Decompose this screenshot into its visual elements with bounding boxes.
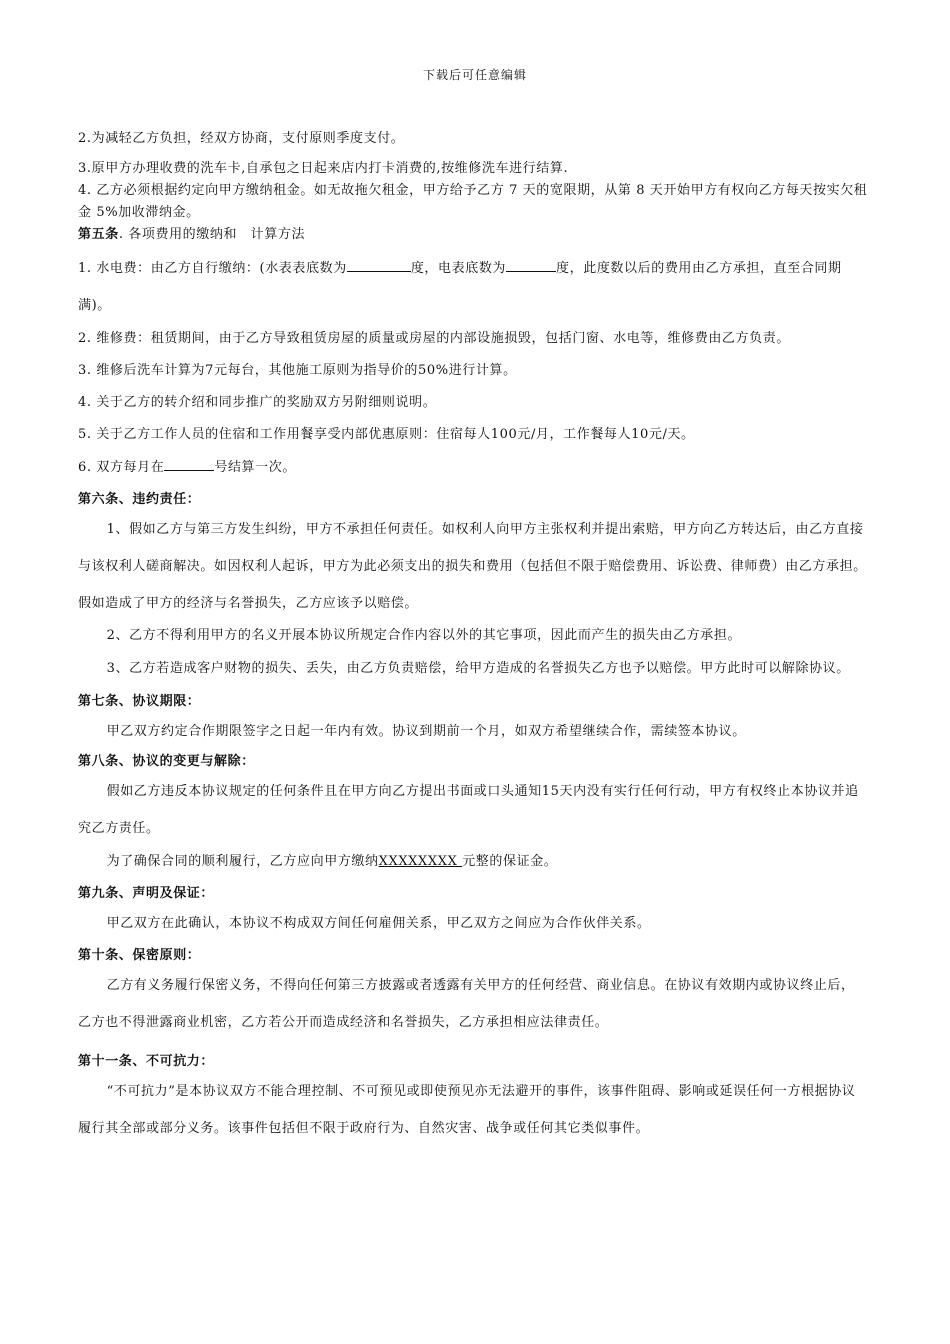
article-10-para-1: 乙方有义务履行保密义务，不得向任何第三方披露或者透露有关甲方的任何经营、商业信息。在协议有效期内或协议终止后，乙方也不得泄露商业机密，乙方若公开而造成经济和名誉损失，乙方承担相应法律责任。 bbox=[78, 978, 855, 1030]
clause-item-4: 4. 乙方必须根据约定向甲方缴纳租金。如无故拖欠租金，甲方给予乙方 7 天的宽限期，从第 8 天开始甲方有权向乙方每天按实欠租金 5%加收滞纳金。 bbox=[78, 183, 868, 220]
article-5-item-1-text-a: 1. 水电费：由乙方自行缴纳：(水表表底数为 bbox=[78, 261, 347, 276]
article-8-heading: 第八条、协议的变更与解除： bbox=[78, 754, 255, 769]
article-10-heading: 第十条、保密原则： bbox=[78, 948, 201, 963]
article-5-item-4: 4. 关于乙方的转介绍和同步推广的奖励双方另附细则说明。 bbox=[78, 395, 437, 410]
article-7-heading: 第七条、协议期限： bbox=[78, 694, 201, 709]
article-5-number: 第五条 bbox=[78, 227, 119, 242]
article-6-item-1: 1、假如乙方与第三方发生纠纷，甲方不承担任何责任。如权利人向甲方主张权利并提出索赔，甲方向乙方转达后，由乙方直接与该权利人磋商解决。如因权利人起诉，甲方为此必须支出的损失和费用（包括但不限于赔偿费用、诉讼费、律师费）由乙方承担。假如造成了甲方的经济与名誉损失，乙方应该予以赔偿。 bbox=[78, 522, 867, 611]
article-5-item-5: 5. 关于乙方工作人员的住宿和工作用餐享受内部优惠原则：住宿每人100元/月，工作餐每人10元/天。 bbox=[78, 427, 695, 442]
settlement-day-blank bbox=[164, 456, 214, 471]
article-8-para-2-text-a: 为了确保合同的顺利履行，乙方应向甲方缴纳 bbox=[106, 854, 379, 869]
article-5-item-3: 3. 维修后洗车计算为7元每台，其他施工原则为指导价的50%进行计算。 bbox=[78, 363, 517, 378]
article-5-title: . 各项费用的缴纳和 计算方法 bbox=[118, 227, 306, 242]
page-header: 下载后可任意编辑 bbox=[422, 68, 527, 82]
article-5-item-2: 2. 维修费：租赁期间，由于乙方导致租赁房屋的质量或房屋的内部设施损毁，包括门窗、水电等，维修费由乙方负责。 bbox=[78, 331, 790, 346]
article-5-item-6 bbox=[78, 456, 868, 479]
article-8-para-1: 假如乙方违反本协议规定的任何条件且在甲方向乙方提出书面或口头通知15天内没有实行任何行动，甲方有权终止本协议并追究乙方责任。 bbox=[78, 784, 859, 836]
article-11-para-1: “不可抗力”是本协议双方不能合理控制、不可预见或即使预见亦无法避开的事件，该事件阻碍、影响或延误任何一方根据协议履行其全部或部分义务。该事件包括但不限于政府行为、自然灾害、战争或任何其它类似事件。 bbox=[78, 1084, 856, 1136]
water-meter-blank bbox=[347, 257, 411, 272]
article-8-para-2-text-b: 元整的保证金。 bbox=[462, 854, 558, 869]
clause-item-2: 2.为减轻乙方负担，经双方协商，支付原则季度支付。 bbox=[78, 131, 405, 146]
article-5-item-1-text-c: 度，此度数以后的费用由乙方承担，直至合同期满)。 bbox=[78, 261, 842, 313]
article-6-heading: 第六条、违约责任： bbox=[78, 492, 201, 507]
article-5-item-1-text-b: 度，电表底数为 bbox=[410, 261, 507, 276]
article-9-para-1: 甲乙双方在此确认，本协议不构成双方间任何雇佣关系，甲乙双方之间应为合作伙伴关系。 bbox=[106, 916, 651, 931]
article-7-para-1: 甲乙双方约定合作期限签字之日起一年内有效。协议到期前一个月，如双方希望继续合作，需续签本协议。 bbox=[106, 724, 746, 739]
article-9-heading: 第九条、声明及保证： bbox=[78, 886, 215, 901]
article-5-heading bbox=[78, 224, 868, 246]
article-5-item-6-text-b: 号结算一次。 bbox=[214, 460, 296, 475]
article-5-item-1 bbox=[78, 250, 868, 324]
article-6-item-3: 3、乙方若造成客户财物的损失、丢失，由乙方负责赔偿，给甲方造成的名誉损失乙方也予以赔偿。甲方此时可以解除协议。 bbox=[106, 661, 850, 676]
article-11-heading: 第十一条、不可抗力： bbox=[78, 1054, 215, 1069]
article-8-para-2 bbox=[78, 851, 868, 873]
electric-meter-blank bbox=[506, 257, 556, 272]
document-body bbox=[78, 128, 868, 1147]
deposit-amount: XXXXXXXX bbox=[378, 854, 463, 869]
article-5-item-6-text-a: 6. 双方每月在 bbox=[78, 460, 165, 475]
article-6-item-2: 2、乙方不得利用甲方的名义开展本协议所规定合作内容以外的其它事项，因此而产生的损失由乙方承担。 bbox=[106, 628, 742, 643]
clause-item-3: 3.原甲方办理收费的洗车卡,自承包之日起来店内打卡消费的,按维修洗车进行结算. bbox=[78, 161, 569, 176]
